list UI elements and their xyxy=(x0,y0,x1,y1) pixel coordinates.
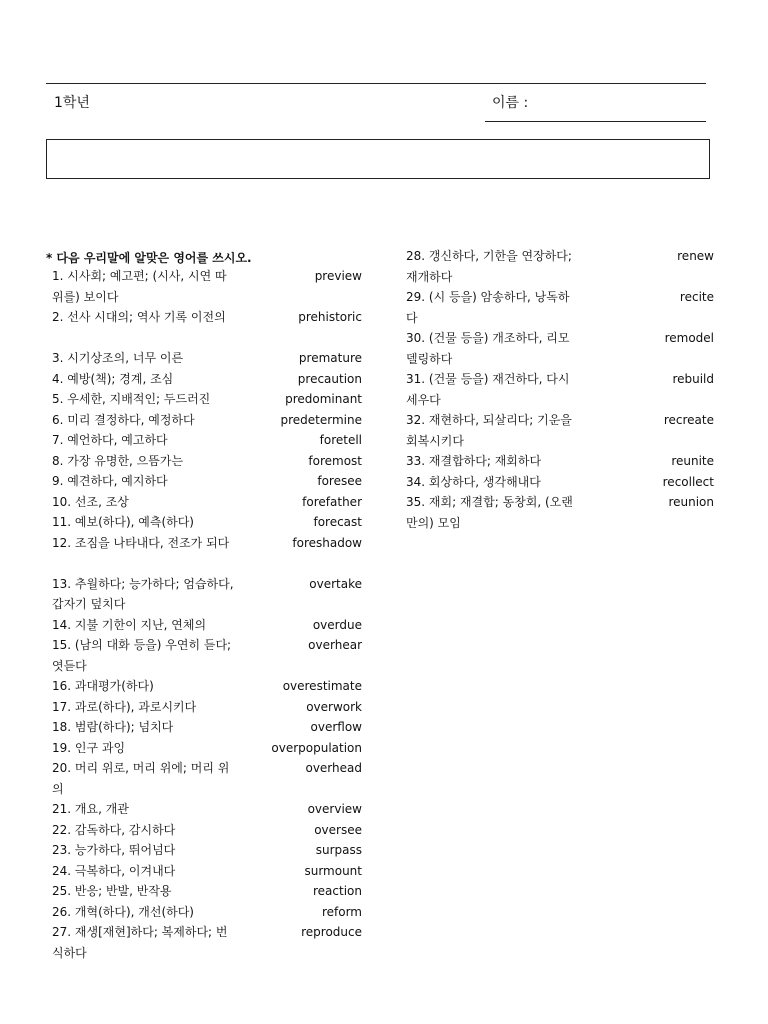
english-word: foresee xyxy=(317,474,362,488)
korean-meaning: 11. 예보(하다), 예측(하다) xyxy=(52,515,194,529)
english-word: reproduce xyxy=(301,925,362,939)
korean-meaning: 16. 과대평가(하다) xyxy=(52,679,154,693)
korean-meaning: 25. 반응; 반발, 반작용 xyxy=(52,884,172,898)
english-word: overview xyxy=(307,802,362,816)
english-word: predominant xyxy=(285,392,362,406)
english-word: foretell xyxy=(319,433,362,447)
korean-meaning: 6. 미리 결정하다, 예정하다 xyxy=(52,412,195,427)
top-rule xyxy=(46,83,706,84)
korean-meaning: 31. (건물 등을) 재건하다, 다시 세우다 xyxy=(406,372,570,407)
vocab-item xyxy=(46,697,366,718)
vocab-item xyxy=(46,512,366,533)
korean-meaning: 1. 시사회; 예고편; (시사, 시연 따위를) 보이다 xyxy=(52,269,227,304)
vocab-item xyxy=(46,820,366,841)
korean-meaning: 13. 추월하다; 능가하다; 엄습하다, 갑자기 덮치다 xyxy=(52,576,234,611)
vocab-item xyxy=(46,348,366,369)
korean-meaning: 19. 인구 과잉 xyxy=(52,740,126,755)
english-word: overdue xyxy=(312,617,362,632)
vocab-item xyxy=(46,758,366,799)
english-word: overpopulation xyxy=(271,740,362,755)
english-word: overflow xyxy=(310,720,362,734)
english-word: overhear xyxy=(308,638,362,652)
vocab-item xyxy=(406,328,716,369)
vocab-item xyxy=(406,246,716,287)
korean-meaning: 4. 예방(책); 경계, 조심 xyxy=(52,371,174,386)
english-word: foreshadow xyxy=(292,535,362,550)
english-word: premature xyxy=(298,351,362,365)
vocab-item xyxy=(46,799,366,820)
korean-meaning: 20. 머리 위로, 머리 위에; 머리 위의 xyxy=(52,761,230,796)
english-word: overestimate xyxy=(282,679,362,693)
english-word: reaction xyxy=(313,884,362,898)
english-word: overwork xyxy=(306,699,362,714)
english-word: recite xyxy=(679,290,714,304)
vocab-item xyxy=(406,410,716,451)
korean-meaning: 34. 회상하다, 생각해내다 xyxy=(406,474,541,489)
english-word: predetermine xyxy=(280,412,362,427)
korean-meaning: 9. 예견하다, 예지하다 xyxy=(52,474,168,488)
english-word: renew xyxy=(677,249,714,263)
korean-meaning: 29. (시 등을) 암송하다, 낭독하다 xyxy=(406,290,570,325)
english-word: recollect xyxy=(662,474,714,489)
vocab-item xyxy=(46,676,366,697)
vocab-item xyxy=(46,533,366,554)
english-word: forecast xyxy=(313,515,362,529)
english-word: reunite xyxy=(671,454,714,468)
english-word: reform xyxy=(321,904,362,919)
vocab-item xyxy=(46,615,366,636)
english-word: oversee xyxy=(314,822,362,837)
korean-meaning: 23. 능가하다, 뛰어넘다 xyxy=(52,843,176,857)
vocab-item xyxy=(46,471,366,492)
korean-meaning: 22. 감독하다, 감시하다 xyxy=(52,822,176,837)
korean-meaning: 17. 과로(하다), 과로시키다 xyxy=(52,699,197,714)
korean-meaning: 26. 개혁(하다), 개선(하다) xyxy=(52,904,194,919)
name-label: 이름 : xyxy=(492,95,529,111)
vocab-item xyxy=(46,574,366,615)
korean-meaning: 12. 조짐을 나타내다, 전조가 되다 xyxy=(52,535,230,550)
vocab-item xyxy=(406,369,716,410)
korean-meaning: 21. 개요, 개관 xyxy=(52,802,129,816)
vocab-item xyxy=(46,492,366,513)
english-word: foremost xyxy=(308,453,362,468)
vocab-item xyxy=(46,451,366,472)
vocab-item xyxy=(46,410,366,431)
korean-meaning: 30. (건물 등을) 개조하다, 리모델링하다 xyxy=(406,331,570,366)
korean-meaning: 28. 갱신하다, 기한을 연장하다; 재개하다 xyxy=(406,249,572,284)
vocab-item xyxy=(46,430,366,451)
english-word: prehistoric xyxy=(298,310,362,324)
vocab-item xyxy=(46,881,366,902)
english-word: recreate xyxy=(663,413,714,427)
korean-meaning: 7. 예언하다, 예고하다 xyxy=(52,433,168,447)
korean-meaning: 15. (남의 대화 등을) 우연히 듣다; 엿듣다 xyxy=(52,638,232,673)
korean-meaning: 8. 가장 유명한, 으뜸가는 xyxy=(52,453,184,468)
english-word: precaution xyxy=(297,371,362,386)
name-underline xyxy=(485,121,706,122)
vocab-item xyxy=(46,922,366,963)
english-word: rebuild xyxy=(672,372,714,386)
vocab-item xyxy=(46,635,366,676)
korean-meaning: 32. 재현하다, 되살리다; 기운을 회복시키다 xyxy=(406,413,572,448)
korean-meaning: 2. 선사 시대의; 역사 기록 이전의 xyxy=(52,310,226,324)
grade-label: 1학년 xyxy=(54,95,90,111)
korean-meaning: 5. 우세한, 지배적인; 두드러진 xyxy=(52,392,211,406)
korean-meaning: 10. 선조, 조상 xyxy=(52,494,129,509)
korean-meaning: 35. 재회; 재결합; 동창회, (오랜만의) 모임 xyxy=(406,495,573,530)
english-word: remodel xyxy=(664,331,714,345)
vocab-item xyxy=(406,451,716,472)
korean-meaning: 3. 시기상조의, 너무 이른 xyxy=(52,351,184,365)
english-word: surpass xyxy=(315,843,362,857)
vocab-item xyxy=(46,738,366,759)
english-word: overhead xyxy=(305,761,362,775)
vocab-item xyxy=(46,902,366,923)
vocab-item xyxy=(406,287,716,328)
vocab-item xyxy=(46,266,366,307)
vocab-item xyxy=(46,840,366,861)
korean-meaning: 18. 범람(하다); 넘치다 xyxy=(52,720,174,734)
korean-meaning: 24. 극복하다, 이겨내다 xyxy=(52,863,176,878)
english-word: forefather xyxy=(302,494,362,509)
english-word: surmount xyxy=(304,863,362,878)
vocab-item xyxy=(46,307,366,328)
english-word: preview xyxy=(314,269,362,283)
korean-meaning: 33. 재결합하다; 재회하다 xyxy=(406,454,542,468)
vocab-item xyxy=(406,472,716,493)
english-word: overtake xyxy=(309,576,362,591)
vocab-item xyxy=(406,492,716,533)
korean-meaning: 27. 재생[재현]하다; 복제하다; 번식하다 xyxy=(52,925,228,960)
vocab-item xyxy=(46,717,366,738)
title-box xyxy=(46,139,710,179)
vocab-item xyxy=(46,389,366,410)
korean-meaning: 14. 지불 기한이 지난, 연체의 xyxy=(52,617,207,632)
vocab-item xyxy=(46,861,366,882)
vocab-item xyxy=(46,369,366,390)
instruction-text: * 다음 우리말에 알맞은 영어를 쓰시오. xyxy=(46,251,252,265)
english-word: reunion xyxy=(668,495,714,509)
